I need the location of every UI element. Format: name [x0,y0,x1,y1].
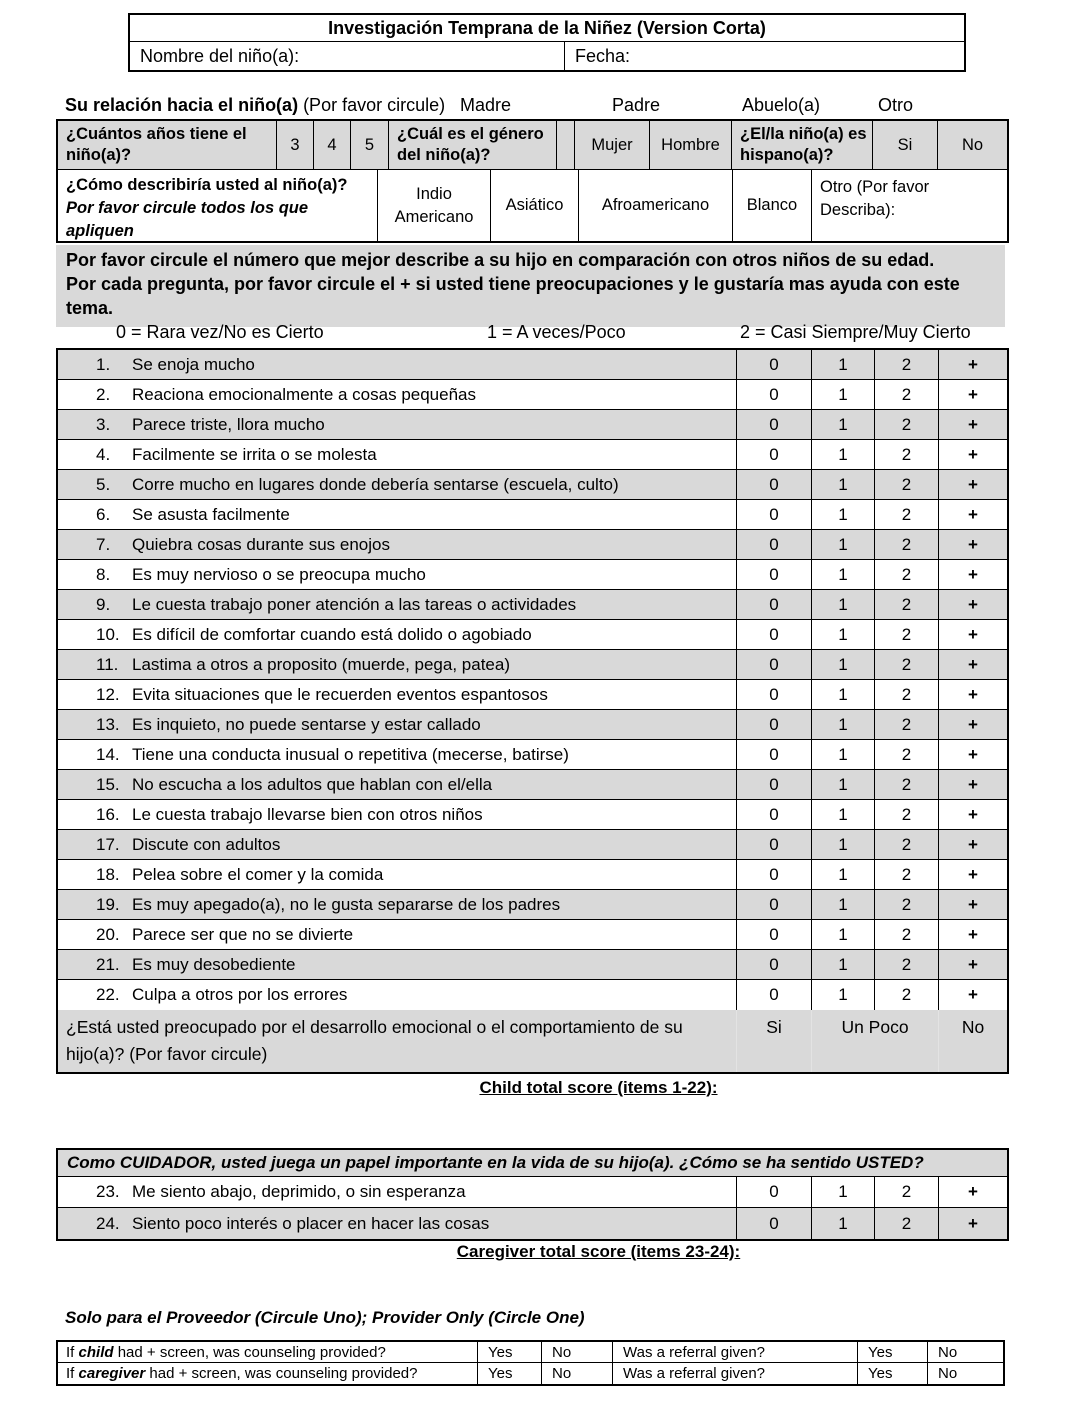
item-row [58,500,1007,530]
item-text: Discute con adultos [132,834,281,854]
item-text: Quiebra cosas durante sus enojos [132,534,390,554]
child-name-label: Nombre del niño(a): [140,45,300,66]
caregiver-total-score-line [56,1242,1005,1262]
score-option-2[interactable]: 2 [875,770,939,799]
score-option-1[interactable]: 1 [812,890,875,919]
item-number: 23. [96,1182,120,1201]
concern-option-un-poco[interactable]: Un Poco [812,1010,939,1072]
race-option-indio-americano[interactable]: Indio Americano [378,170,491,241]
score-option-0[interactable]: 0 [737,1208,812,1239]
score-option-0[interactable]: 0 [737,680,812,709]
score-option-0[interactable]: 0 [737,410,812,439]
race-option-asiatico[interactable]: Asiático [491,170,579,241]
item-row [58,380,1007,410]
item-row [58,560,1007,590]
item-text: Siento poco interés o placer en hacer las cosas [132,1213,490,1233]
score-option-plus[interactable]: + [968,1182,978,1201]
item-row [58,530,1007,560]
score-option-2[interactable]: 2 [875,500,939,529]
item-row [58,710,1007,740]
score-option-2[interactable]: 2 [875,980,939,1010]
item-row [58,770,1007,800]
item-text: Tiene una conducta inusual o repetitiva (mecerse, batirse) [132,744,569,764]
item-number: 4. [96,444,111,464]
hispanic-question: ¿El/la niño(a) es hispano(a)? [732,121,873,169]
relation-option-otro[interactable]: Otro [878,95,914,115]
score-option-2[interactable]: 2 [875,800,939,829]
provider-child-referral-yes[interactable]: Yes [858,1342,928,1362]
score-option-plus[interactable]: + [968,444,978,464]
score-option-2[interactable]: 2 [875,440,939,469]
form-title: Investigación Temprana de la Niñez (Version Corta) [130,15,964,42]
score-option-plus[interactable]: + [968,684,978,704]
item-number: 5. [96,474,111,494]
score-option-0[interactable]: 0 [737,500,812,529]
item-text: Corre mucho en lugares donde debería sentarse (escuela, culto) [132,474,619,494]
score-option-2[interactable]: 2 [875,890,939,919]
score-option-2[interactable]: 2 [875,920,939,949]
score-option-1[interactable]: 1 [812,710,875,739]
score-option-1[interactable]: 1 [812,770,875,799]
item-row [58,350,1007,380]
describe-question: ¿Cómo describiría usted al niño(a)? Por favor circule todos los que apliquen [58,170,378,241]
score-option-plus[interactable]: + [968,834,978,854]
score-option-1[interactable]: 1 [812,560,875,589]
score-option-plus[interactable]: + [968,714,978,734]
item-number: 13. [96,714,120,734]
score-option-2[interactable]: 2 [875,710,939,739]
score-option-2[interactable]: 2 [875,680,939,709]
item-row [58,410,1007,440]
provider-caregiver-referral-yes[interactable]: Yes [858,1363,928,1384]
score-option-2[interactable]: 2 [875,380,939,409]
score-option-plus[interactable]: + [968,624,978,644]
provider-table [56,1340,1005,1386]
provider-child-referral-question: Was a referral given? [613,1342,858,1362]
score-option-0[interactable]: 0 [737,380,812,409]
provider-caregiver-referral-question: Was a referral given? [613,1363,858,1384]
score-option-plus[interactable]: + [968,894,978,914]
item-number: 12. [96,684,120,704]
item-text: Culpa a otros por los errores [132,985,348,1004]
item-number: 16. [96,804,120,824]
relation-option-padre[interactable]: Padre [612,95,661,115]
relation-question-row [56,93,1005,119]
score-option-plus[interactable]: + [968,924,978,944]
item-text: Se asusta facilmente [132,504,290,524]
score-option-1[interactable]: 1 [812,980,875,1010]
item-text: Lastima a otros a proposito (muerde, pega, patea) [132,654,510,674]
item-number: 3. [96,414,111,434]
legend-2: 2 = Casi Siempre/Muy Cierto [740,322,971,342]
item-number: 2. [96,384,111,404]
item-row [58,830,1007,860]
date-label: Fecha: [575,45,631,66]
race-option-otro[interactable]: Otro (Por favor Describa): [820,178,930,220]
title-table [128,13,966,72]
item-number: 8. [96,564,111,584]
score-option-2[interactable]: 2 [875,590,939,619]
score-option-1[interactable]: 1 [812,470,875,499]
item-text: Evita situaciones que le recuerden eventos espantosos [132,684,548,704]
score-option-2[interactable]: 2 [875,740,939,769]
score-option-0[interactable]: 0 [737,800,812,829]
race-option-blanco[interactable]: Blanco [733,170,812,241]
score-option-2[interactable]: 2 [875,560,939,589]
score-option-1[interactable]: 1 [812,440,875,469]
item-number: 18. [96,864,120,884]
item-text: Parece triste, llora mucho [132,414,325,434]
score-option-1[interactable]: 1 [812,380,875,409]
score-option-1[interactable]: 1 [812,350,875,379]
gender-question: ¿Cuál es el género del niño(a)? [389,121,557,169]
score-option-plus[interactable]: + [968,985,978,1004]
legend-0: 0 = Rara vez/No es Cierto [116,322,324,342]
score-option-1[interactable]: 1 [812,860,875,889]
score-option-plus[interactable]: + [968,1213,978,1233]
score-option-0[interactable]: 0 [737,950,812,979]
score-option-2[interactable]: 2 [875,650,939,679]
gender-option-hombre[interactable]: Hombre [650,121,732,169]
score-option-plus[interactable]: + [968,474,978,494]
item-text: Me siento abajo, deprimido, o sin esperanza [132,1182,466,1201]
score-option-plus[interactable]: + [968,504,978,524]
race-option-afroamericano[interactable]: Afroamericano [579,170,733,241]
child-total-score-label[interactable]: Child total score (items 1-22): [479,1078,718,1097]
item-number: 11. [96,654,119,674]
provider-child-referral-no[interactable]: No [938,1343,958,1361]
hispanic-option-si[interactable]: Si [873,121,938,169]
score-option-0[interactable]: 0 [737,860,812,889]
concern-option-si[interactable]: Si [737,1010,812,1072]
score-option-0[interactable]: 0 [737,740,812,769]
child-name-field[interactable] [130,42,565,70]
provider-child-question: If child had + screen, was counseling provided? [58,1342,478,1362]
child-total-score-line [56,1078,1005,1098]
item-row [58,860,1007,890]
score-option-2[interactable]: 2 [875,1208,939,1239]
score-option-plus[interactable]: + [968,804,978,824]
item-number: 14. [96,744,120,764]
relation-option-madre[interactable]: Madre [460,95,512,115]
score-option-plus[interactable]: + [968,594,978,614]
score-option-1[interactable]: 1 [812,740,875,769]
score-option-1[interactable]: 1 [812,620,875,649]
score-option-1[interactable]: 1 [812,530,875,559]
score-option-1[interactable]: 1 [812,950,875,979]
item-text: Se enoja mucho [132,354,255,374]
item-text: Reaciona emocionalmente a cosas pequeñas [132,384,477,404]
relation-prompt: Su relación hacia el niño(a) (Por favor circule) [65,95,446,115]
score-option-2[interactable]: 2 [875,350,939,379]
item-text: Le cuesta trabajo llevarse bien con otros niños [132,804,483,824]
item-text: Le cuesta trabajo poner atención a las tareas o actividades [132,594,577,614]
score-option-plus[interactable]: + [968,744,978,764]
item-number: 22. [96,985,120,1004]
score-option-plus[interactable]: + [968,354,978,374]
score-option-2[interactable]: 2 [875,1177,939,1207]
item-number: 15. [96,774,120,794]
age-option-5[interactable]: 5 [351,121,389,169]
score-option-0[interactable]: 0 [737,920,812,949]
instructions-block [56,245,1005,327]
score-option-0[interactable]: 0 [737,770,812,799]
score-option-0[interactable]: 0 [737,470,812,499]
item-number: 6. [96,504,111,524]
score-option-0[interactable]: 0 [737,890,812,919]
item-number: 9. [96,594,111,614]
score-option-0[interactable]: 0 [737,830,812,859]
score-option-0[interactable]: 0 [737,560,812,589]
score-option-plus[interactable]: + [968,954,978,974]
score-option-0[interactable]: 0 [737,350,812,379]
score-option-plus[interactable]: + [968,564,978,584]
item-number: 17. [96,834,120,854]
child-items-table [56,348,1009,1074]
concern-question: ¿Está usted preocupado por el desarrollo emocional o el comportamiento de su hijo(a)? (Por favor circule) [58,1010,737,1072]
item-row [58,650,1007,680]
score-option-0[interactable]: 0 [737,980,812,1010]
gender-option-mujer[interactable]: Mujer [575,121,650,169]
item-row [58,470,1007,500]
provider-caregiver-counseling-no[interactable]: No [542,1363,613,1384]
score-option-0[interactable]: 0 [737,1177,812,1207]
item-text: Es muy apegado(a), no le gusta separarse de los padres [132,894,561,914]
score-option-0[interactable]: 0 [737,590,812,619]
demographics-table [56,119,1009,243]
item-text: Es muy nervioso o se preocupa mucho [132,564,426,584]
provider-heading: Solo para el Proveedor (Circule Uno); Provider Only (Circle One) [65,1308,585,1327]
item-row [58,740,1007,770]
item-number: 19. [96,894,120,914]
item-row [58,980,1007,1010]
provider-row-caregiver [58,1363,1003,1384]
item-text: Parece ser que no se divierte [132,924,354,944]
provider-caregiver-counseling-yes[interactable]: Yes [478,1363,542,1384]
score-option-plus[interactable]: + [968,864,978,884]
score-option-2[interactable]: 2 [875,530,939,559]
item-row [58,440,1007,470]
hispanic-option-no[interactable]: No [938,121,1007,169]
item-text: No escucha a los adultos que hablan con el/ella [132,774,493,794]
score-option-2[interactable]: 2 [875,860,939,889]
caregiver-items-table [56,1148,1009,1241]
score-option-plus[interactable]: + [968,774,978,794]
score-option-1[interactable]: 1 [812,680,875,709]
spacer-cell [557,121,575,169]
score-option-2[interactable]: 2 [875,830,939,859]
item-row [58,620,1007,650]
item-text: Facilmente se irrita o se molesta [132,444,377,464]
item-row [58,680,1007,710]
score-option-0[interactable]: 0 [737,650,812,679]
instructions-line-2: Por cada pregunta, por favor circule el + si usted tiene preocupaciones y le gustaría mas ayuda con este tema. [66,273,960,318]
provider-caregiver-referral-no[interactable]: No [938,1365,958,1382]
date-field[interactable] [565,42,964,70]
age-question: ¿Cuántos años tiene el niño(a)? [58,121,277,169]
score-option-0[interactable]: 0 [737,440,812,469]
score-option-1[interactable]: 1 [812,1208,875,1239]
item-number: 20. [96,924,120,944]
age-option-3[interactable]: 3 [277,121,314,169]
item-row [58,950,1007,980]
age-option-4[interactable]: 4 [314,121,351,169]
concern-option-no[interactable]: No [961,1017,985,1037]
provider-row-child [58,1342,1003,1363]
score-option-plus[interactable]: + [968,414,978,434]
score-option-2[interactable]: 2 [875,470,939,499]
provider-child-counseling-yes[interactable]: Yes [478,1342,542,1362]
item-text: Es muy desobediente [132,954,296,974]
instructions-line-1: Por favor circule el número que mejor describe a su hijo en comparación con otros niños de su edad. [66,250,935,270]
caregiver-total-score-label[interactable]: Caregiver total score (items 23-24): [456,1242,741,1261]
score-option-0[interactable]: 0 [737,620,812,649]
provider-child-counseling-no[interactable]: No [542,1342,613,1362]
score-option-0[interactable]: 0 [737,530,812,559]
score-option-plus[interactable]: + [968,654,978,674]
score-option-0[interactable]: 0 [737,710,812,739]
score-option-2[interactable]: 2 [875,410,939,439]
caregiver-section-header: Como CUIDADOR, usted juega un papel importante en la vida de su hijo(a). ¿Cómo se ha sentido USTED? [58,1150,1007,1177]
score-option-1[interactable]: 1 [812,800,875,829]
item-row [58,590,1007,620]
concern-question-row [58,1010,1007,1072]
relation-option-abuelo[interactable]: Abuelo(a) [742,95,821,115]
score-option-2[interactable]: 2 [875,620,939,649]
provider-caregiver-question: If caregiver had + screen, was counseling provided? [58,1363,478,1384]
item-row [58,1177,1007,1208]
legend-1: 1 = A veces/Poco [487,322,626,342]
item-row [58,890,1007,920]
score-option-2[interactable]: 2 [875,950,939,979]
item-row [58,800,1007,830]
score-option-1[interactable]: 1 [812,920,875,949]
item-number: 24. [96,1213,120,1233]
item-text: Es difícil de comfortar cuando está dolido o agobiado [132,624,532,644]
item-number: 1. [96,354,111,374]
item-number: 7. [96,534,111,554]
item-row [58,1208,1007,1239]
score-option-1[interactable]: 1 [812,830,875,859]
score-option-plus[interactable]: + [968,384,978,404]
score-legend [56,319,1005,346]
item-number: 10. [96,624,120,644]
item-row [58,920,1007,950]
score-option-1[interactable]: 1 [812,590,875,619]
score-option-1[interactable]: 1 [812,1177,875,1207]
score-option-1[interactable]: 1 [812,410,875,439]
item-text: Es inquieto, no puede sentarse y estar callado [132,714,481,734]
item-text: Pelea sobre el comer y la comida [132,864,384,884]
item-number: 21. [96,954,120,974]
score-option-1[interactable]: 1 [812,500,875,529]
score-option-1[interactable]: 1 [812,650,875,679]
score-option-plus[interactable]: + [968,534,978,554]
